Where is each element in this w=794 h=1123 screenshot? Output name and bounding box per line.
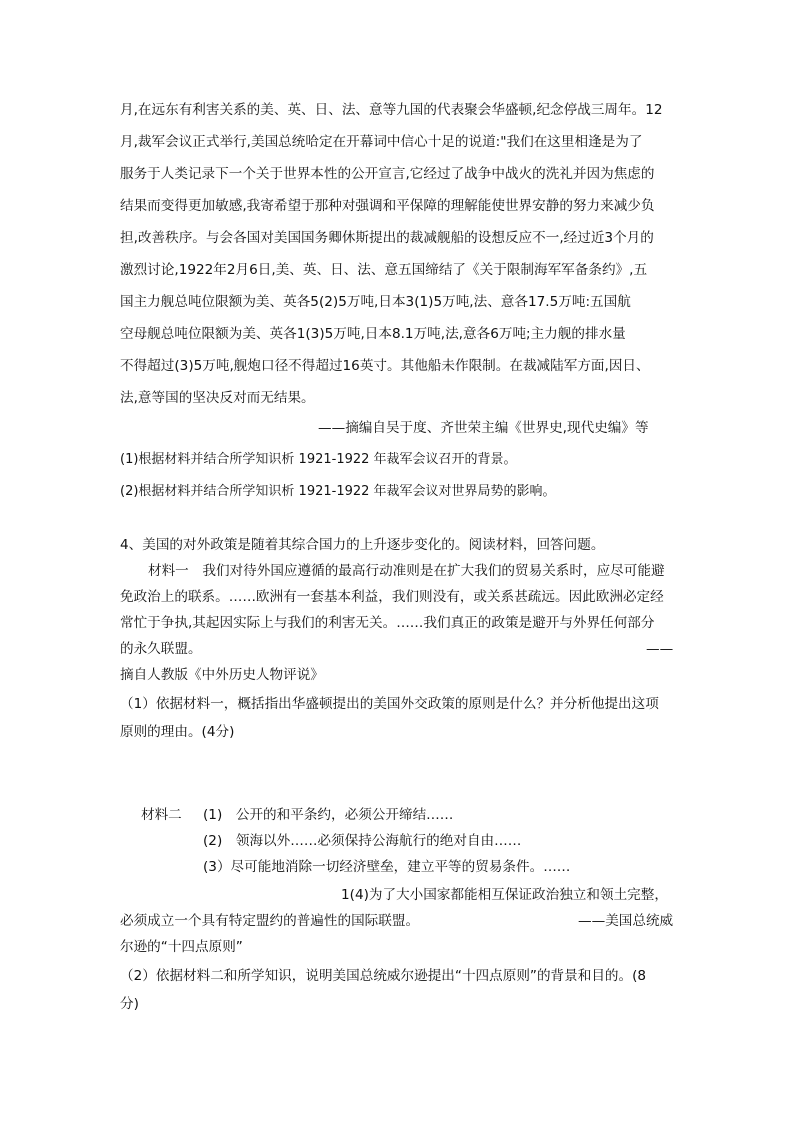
passage-line: 月,裁军会议正式举行,美国总统哈定在开幕词中信心十足的说道:"我们在这里相逢是为了 (120, 134, 643, 150)
sub-question-1: （1）依据材料一，概括指出华盛顿提出的美国外交政策的原则是什么？并分析他提出这项 (120, 696, 659, 712)
material-2-source: 尔逊的“十四点原则” (120, 939, 243, 955)
material-2-item: (1) 公开的和平条约，必须公开缔结…… (203, 807, 454, 823)
material-1-line: 常忙于争执,其起因实际上与我们的利害无关。……我们真正的政策是避开与外界任何部分 (120, 615, 655, 631)
sub-question-1: 原则的理由。(4分) (120, 724, 235, 740)
passage-line: 担,改善秩序。与会各国对美国国务卿休斯提出的裁减舰船的设想反应不一,经过近3个月的 (120, 230, 654, 246)
passage-line: 法,意等国的坚决反对而无结果。 (120, 390, 315, 406)
material-1-source: 摘自人教版《中外历史人物评说》 (120, 667, 324, 683)
passage-line: 月,在远东有利害关系的美、英、日、法、意等九国的代表聚会华盛顿,纪念停战三周年。12 (120, 102, 663, 118)
material-1-line: 免政治上的联系。……欧洲有一套基本利益，我们则没有，或关系甚疏远。因此欧洲必定经 (120, 589, 664, 605)
passage-line: 国主力舰总吨位限额为美、英各5(2)5万吨,日本3(1)5万吨,法、意各17.5万吨:五国航 (120, 294, 631, 310)
material-2-label: 材料二 (141, 807, 182, 823)
material-1-line: 材料一 我们对待外国应遵循的最高行动准则是在扩大我们的贸易关系时，应尽可能避 (148, 563, 665, 579)
material-2-line: 必须成立一个具有特定盟约的普遍性的国际联盟。 (120, 913, 420, 929)
sub-question-2: （2）依据材料二和所学知识，说明美国总统威尔逊提出“十四点原则”的背景和目的。(8 (120, 968, 647, 984)
material-1-line: 的永久联盟。 (120, 641, 202, 657)
passage-line: 不得超过(3)5万吨,舰炮口径不得超过16英寸。其他船未作限制。在裁减陆军方面,因日、 (120, 358, 650, 374)
material-2-source: ——美国总统威 (578, 913, 674, 929)
passage-line: 激烈讨论,1922年2月6日,美、英、日、法、意五国缔结了《关于限制海军军备条约》,五 (120, 262, 648, 278)
question-2: (2)根据材料并结合所学知识析 1921-1922 年裁军会议对世界局势的影响。 (120, 484, 556, 499)
passage-line: 服务于人类记录下一个关于世界本性的公开宣言,它经过了战争中战火的洗礼并因为焦虑的 (120, 166, 655, 182)
material-2-item: 1(4)为了大小国家都能相互保证政治独立和领土完整， (341, 887, 668, 903)
source-citation: ——摘编自吴于度、齐世荣主编《世界史,现代史编》等 (318, 420, 649, 436)
passage-line: 空母舰总吨位限额为美、英各1(3)5万吨,日本8.1万吨,法,意各6万吨;主力舰的排水量 (120, 326, 626, 342)
material-1-dash: —— (646, 641, 674, 657)
passage-line: 结果而变得更加敏感,我寄希望于那种对强调和平保障的理解能使世界安静的努力来减少负 (120, 198, 655, 214)
material-2-item: (3）尽可能地消除一切经济壁垒，建立平等的贸易条件。…… (203, 859, 571, 875)
question-1: (1)根据材料并结合所学知识析 1921-1922 年裁军会议召开的背景。 (120, 452, 517, 467)
sub-question-2: 分) (120, 996, 139, 1012)
material-2-item: (2) 领海以外……必须保持公海航行的绝对自由…… (203, 833, 522, 849)
question-4-heading: 4、美国的对外政策是随着其综合国力的上升逐步变化的。阅读材料，回答问题。 (120, 537, 605, 553)
